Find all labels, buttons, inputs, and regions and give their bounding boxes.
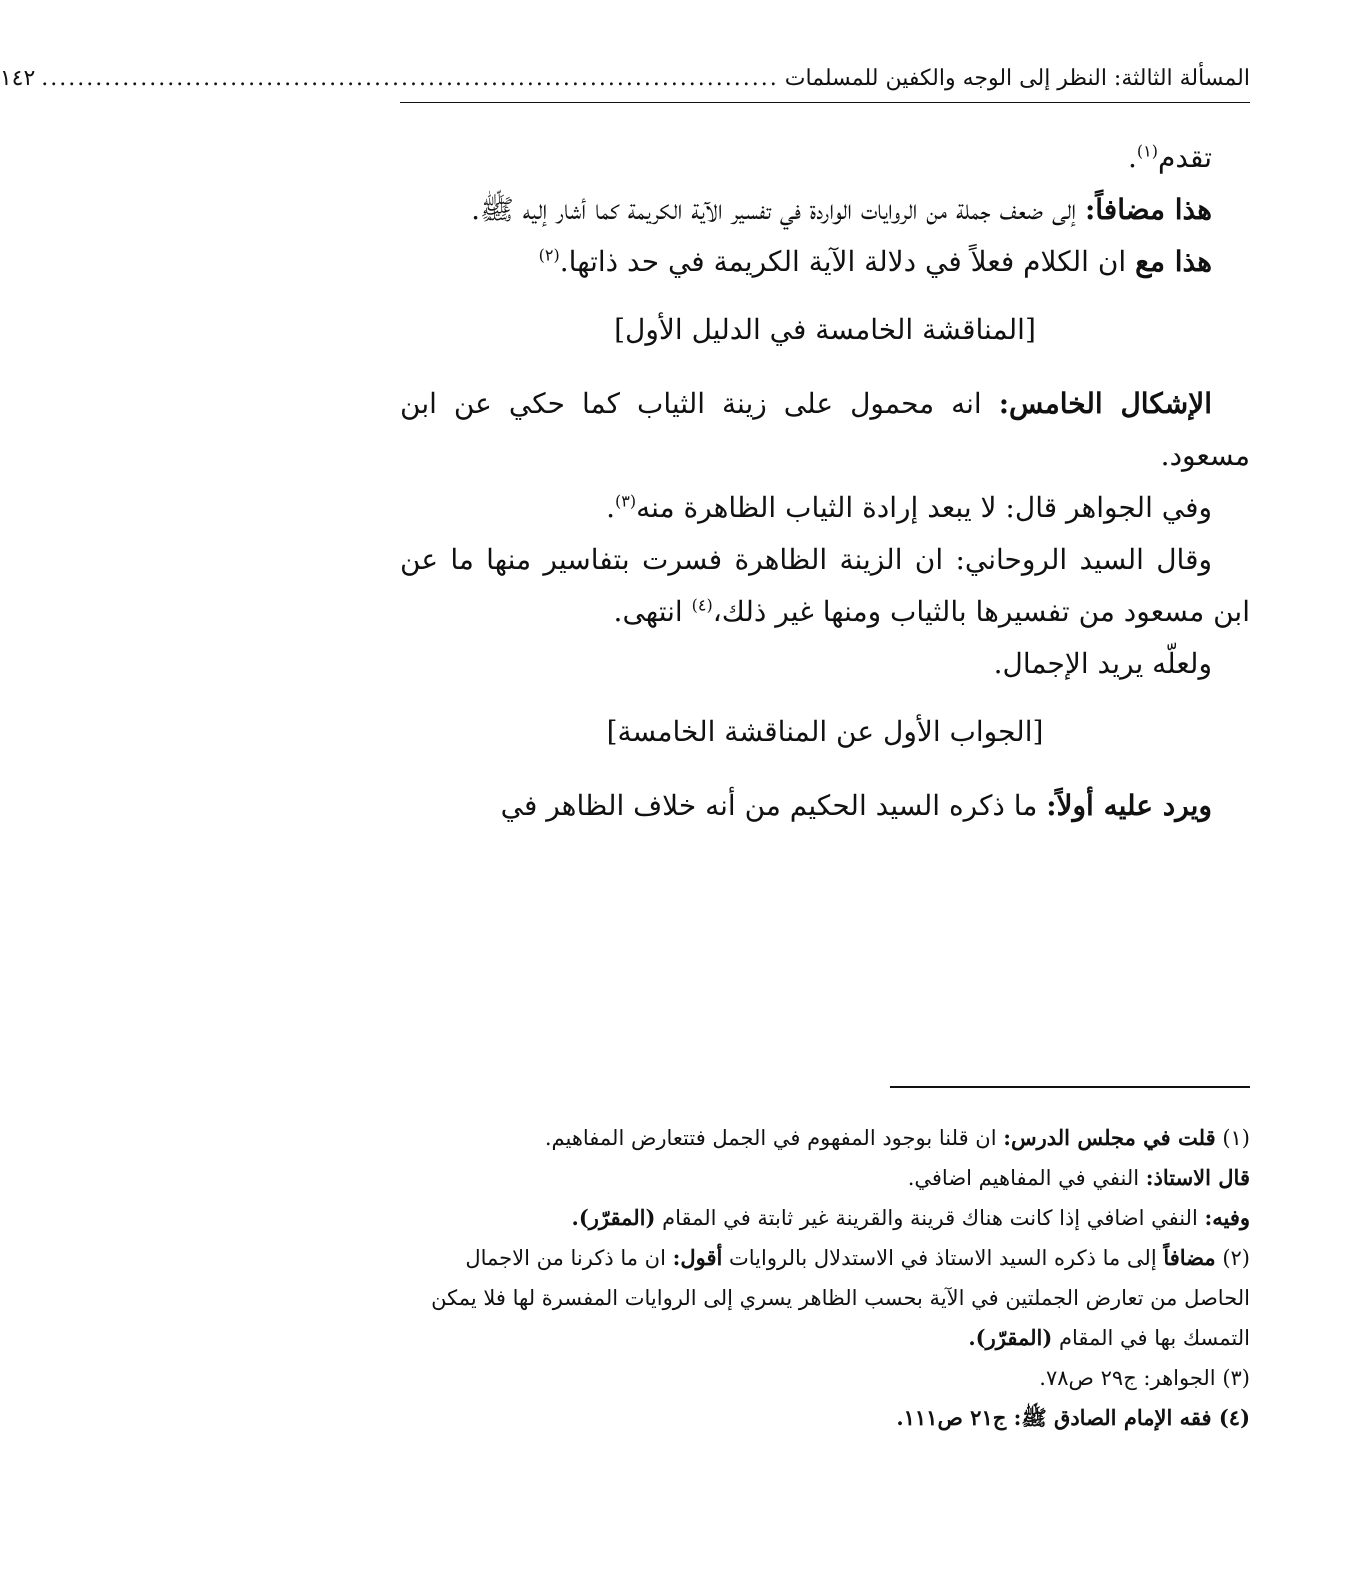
paragraph-8 [400,780,1250,832]
paragraph-8-lead: ويرد عليه أولاً: [1046,789,1212,822]
footnote-1-b [400,1158,1250,1198]
paragraph-5-end: . [606,491,616,524]
paragraph-7 [400,638,1250,690]
paragraph-2-text: إلى ضعف جملة من الروايات الواردة في تفسير الآية الكريمة كما أشار إليه ﷺ. [471,193,1085,226]
footnote-1-label: (١) [1222,1126,1250,1150]
paragraph-2-lead: هذا مضافاً: [1084,193,1212,226]
footnote-2-lead-2: أقول: [672,1245,723,1270]
footnote-4 [400,1398,1250,1438]
footnote-3 [400,1358,1250,1398]
paragraph-2 [400,184,1250,236]
footnote-separator [890,1086,1250,1088]
paragraph-3-text: ان الكلام فعلاً في دلالة الآية الكريمة في حد ذاتها. [559,245,1136,278]
footnote-4-label: (٤) [1218,1405,1250,1430]
page-number: ١٤٢ [0,65,36,91]
footnote-1-c-text: النفي اضافي إذا كانت هناك قرينة والقرينة غير ثابتة في المقام [655,1206,1205,1230]
footnote-2-lead: مضافاً [1163,1245,1216,1270]
paragraph-1-text: تقدم [1158,141,1212,174]
footnote-1-b-lead: قال الاستاذ: [1145,1165,1250,1190]
footnote-1 [400,1118,1250,1158]
footnote-1-c [400,1198,1250,1238]
paragraph-3 [400,236,1250,288]
section-heading-2: [الجواب الأول عن المناقشة الخامسة] [606,715,1044,748]
footnote-ref-3[interactable]: (٣) [615,491,637,511]
footnote-4-text: فقه الإمام الصادق ﷺ: ج٢١ ص١١١. [896,1405,1219,1430]
paragraph-1-end: . [1128,141,1137,174]
footnotes [400,1118,1250,1438]
paragraph-4-text: انه محمول على زينة الثياب كما حكي عن ابن مسعود. [400,387,1250,472]
header-leader-dots: .................................................................................. [41,65,779,91]
footnote-1-c-lead: وفيه: [1204,1205,1250,1230]
footnote-ref-2[interactable]: (٢) [538,245,560,265]
footnote-1-lead: قلت في مجلس الدرس: [1003,1125,1216,1150]
paragraph-4-lead: الإشكال الخامس: [998,387,1213,420]
footnote-2-tag: (المقرّر). [968,1325,1053,1350]
footnote-1-c-tag: (المقرّر). [571,1205,656,1230]
footnote-2-text: إلى ما ذكره السيد الاستاذ في الاستدلال بالروايات [722,1246,1164,1270]
footnote-1-text: ان قلنا بوجود المفهوم في الجمل فتتعارض المفاهيم. [544,1126,1004,1150]
footnote-2-label: (٢) [1222,1246,1250,1270]
header-title: المسألة الثالثة: النظر إلى الوجه والكفين للمسلمات [784,65,1250,91]
section-heading-1: [المناقشة الخامسة في الدليل الأول] [614,313,1036,346]
main-text [400,132,1250,832]
paragraph-5-text: وفي الجواهر قال: لا يبعد إرادة الثياب الظاهرة منه [636,491,1212,524]
footnote-ref-4[interactable]: (٤) [691,595,713,615]
paragraph-1 [400,132,1250,184]
footnote-3-text: الجواهر: ج٢٩ ص٧٨. [1039,1366,1223,1390]
footnote-ref-1[interactable]: (١) [1136,141,1158,161]
paragraph-3-lead: هذا مع [1135,245,1212,278]
paragraph-6-end: انتهى. [613,595,692,628]
footnote-1-b-text: النفي في المفاهيم اضافي. [907,1166,1146,1190]
paragraph-6-text: وقال السيد الروحاني: ان الزينة الظاهرة فسرت بتفاسير منها ما عن ابن مسعود من تفسيرها بالثياب ومنها غير ذلك، [400,543,1250,628]
paragraph-5 [400,482,1250,534]
paragraph-8-text: ما ذكره السيد الحكيم من أنه خلاف الظاهر في [500,789,1047,822]
paragraph-6 [400,534,1250,638]
paragraph-4 [400,378,1250,482]
running-header [0,58,1250,103]
footnote-2-text-2: ان ما ذكرنا من الاجمال الحاصل من تعارض الجملتين في الآية بحسب الظاهر يسري إلى الروايات المفسرة لها فلا يمكن التمسك بها في المقام [431,1246,1250,1350]
footnote-2 [400,1238,1250,1358]
footnote-3-label: (٣) [1222,1366,1250,1390]
paragraph-7-text: ولعلّه يريد الإجمال. [993,647,1212,680]
